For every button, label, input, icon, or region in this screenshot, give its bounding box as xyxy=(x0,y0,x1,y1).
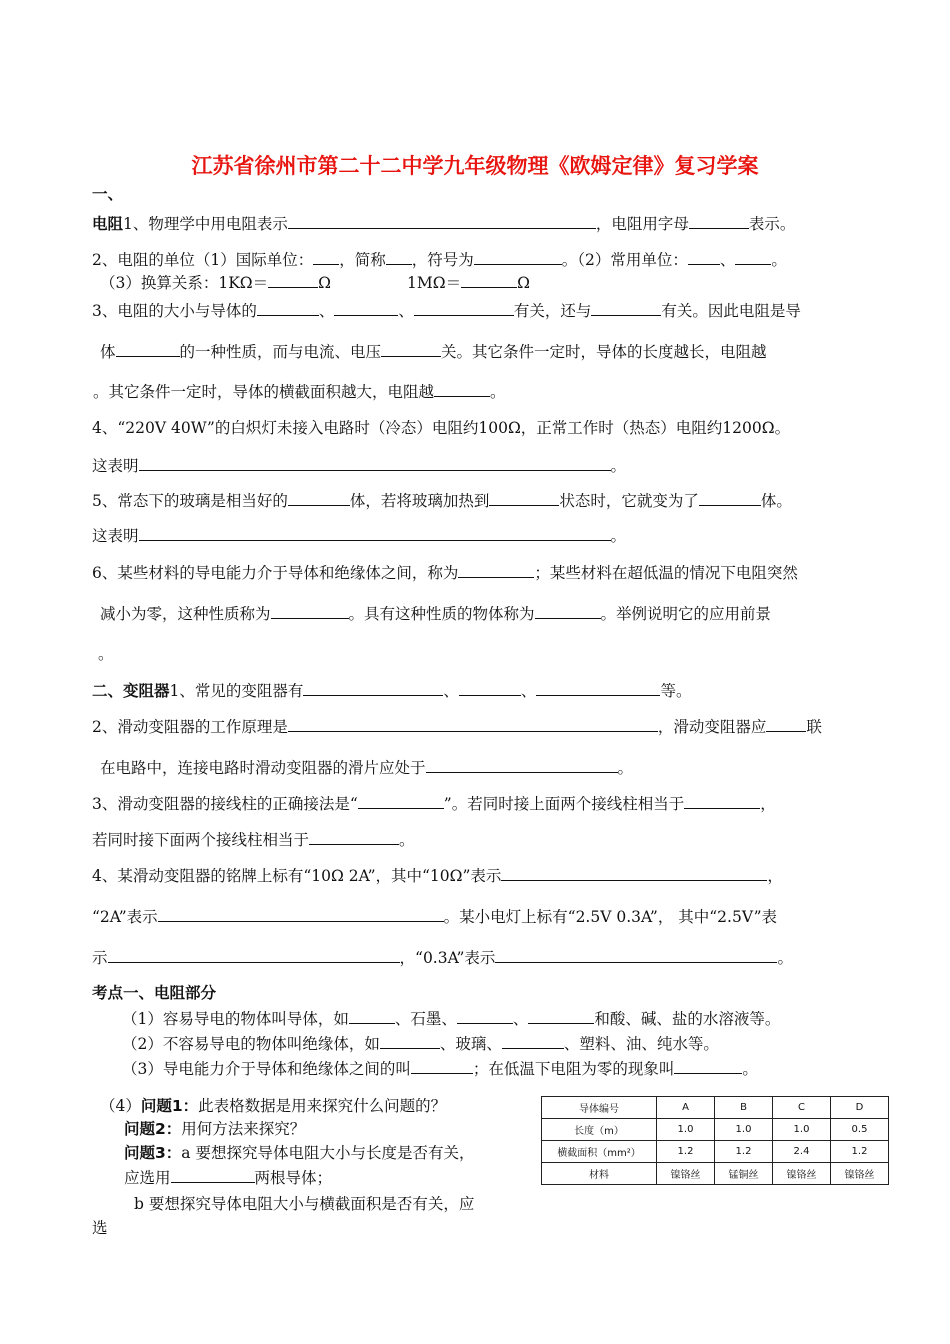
blank[interactable] xyxy=(501,865,767,881)
blank[interactable] xyxy=(257,300,319,316)
table-cell: 2.4 xyxy=(773,1141,831,1163)
blank[interactable] xyxy=(502,1033,564,1049)
table-cell: 1.2 xyxy=(831,1141,889,1163)
blank[interactable] xyxy=(309,829,399,845)
q-resistance-5: 5、常态下的玻璃是相当好的 体，若将玻璃加热到 状态时，它就变为了 体。 xyxy=(92,492,792,510)
q-resistance-2-conversion: （3）换算关系：1KΩ＝ Ω 1MΩ＝ Ω xyxy=(100,274,530,292)
table-header-cell: C xyxy=(773,1097,831,1119)
q-rheostat-2: 2、滑动变阻器的工作原理是 ，滑动变阻器应 联 xyxy=(92,718,822,736)
blank[interactable] xyxy=(474,249,562,265)
blank[interactable] xyxy=(108,947,400,963)
q-resistance-3-cont2: 。其它条件一定时，导体的横截面积越大，电阻越 。 xyxy=(93,383,506,401)
table-header-cell: B xyxy=(715,1097,773,1119)
table-row xyxy=(542,1119,889,1141)
table-header-cell: D xyxy=(831,1097,889,1119)
blank[interactable] xyxy=(271,603,349,619)
q-rheostat-3-cont: 若同时接下面两个接线柱相当于 。 xyxy=(92,831,415,849)
table-cell: 镍铬丝 xyxy=(773,1163,831,1185)
table-cell: 锰铜丝 xyxy=(715,1163,773,1185)
blank[interactable] xyxy=(766,716,806,732)
blank[interactable] xyxy=(688,249,720,265)
q-resistance-3: 3、电阻的大小与导体的 、 、 有关，还与 有关。因此电阻是导 xyxy=(92,302,801,320)
q-rheostat-4-cont: “2A”表示 。某小电灯上标有“2.5V 0.3A”， 其中“2.5V”表 xyxy=(92,908,778,926)
blank[interactable] xyxy=(461,272,517,288)
question-3-b: b 要想探究导体电阻大小与横截面积是否有关，应 xyxy=(134,1195,475,1213)
blank[interactable] xyxy=(139,525,611,541)
blank[interactable] xyxy=(528,1008,594,1024)
table-row xyxy=(542,1163,889,1185)
table-cell: 镍铬丝 xyxy=(657,1163,715,1185)
blank[interactable] xyxy=(158,906,444,922)
blank[interactable] xyxy=(171,1167,255,1183)
blank[interactable] xyxy=(535,603,601,619)
table-cell: 横截面积（mm²） xyxy=(542,1141,657,1163)
blank[interactable] xyxy=(381,341,441,357)
blank[interactable] xyxy=(536,680,660,696)
table-cell: 1.2 xyxy=(657,1141,715,1163)
table-header-cell: A xyxy=(657,1097,715,1119)
blank[interactable] xyxy=(288,490,350,506)
kp-1-item-1: （1）容易导电的物体叫导体，如 、石墨、 、 和酸、碱、盐的水溶液等。 xyxy=(122,1010,781,1028)
table-cell: 镍铬丝 xyxy=(831,1163,889,1185)
blank[interactable] xyxy=(684,793,760,809)
blank[interactable] xyxy=(414,300,514,316)
table-cell: 1.2 xyxy=(715,1141,773,1163)
question-3-choice: 应选用 两根导体； xyxy=(124,1169,333,1187)
page-title: 江苏省徐州市第二十二中学九年级物理《欧姆定律》复习学案 xyxy=(191,154,759,178)
q-rheostat-3: 3、滑动变阻器的接线柱的正确接法是“ ”。若同时接上面两个接线柱相当于 ， xyxy=(92,795,776,813)
blank[interactable] xyxy=(313,249,339,265)
question-3: 问题3：a 要想探究导体电阻大小与长度是否有关， xyxy=(124,1144,475,1162)
blank[interactable] xyxy=(674,1058,742,1074)
blank[interactable] xyxy=(349,1008,395,1024)
blank[interactable] xyxy=(288,716,658,732)
question-3-b-cont: 选 xyxy=(92,1219,108,1237)
conductor-table xyxy=(541,1096,889,1185)
question-2: 问题2：用何方法来探究？ xyxy=(124,1120,306,1138)
q-resistance-1: 电阻1、物理学中用电阻表示 ，电阻用字母 表示。 xyxy=(92,215,796,233)
blank[interactable] xyxy=(457,1008,513,1024)
section-2-label: 二、变阻器 xyxy=(92,682,170,700)
table-cell: 0.5 xyxy=(831,1119,889,1141)
q-resistance-6-cont: 减小为零，这种性质称为 。具有这种性质的物体称为 。举例说明它的应用前景 xyxy=(100,605,772,623)
blank[interactable] xyxy=(426,757,618,773)
table-header-cell: 导体编号 xyxy=(542,1097,657,1119)
kp-1-item-2: （2）不容易导电的物体叫绝缘体，如 、玻璃、 、塑料、油、纯水等。 xyxy=(122,1035,719,1053)
q-resistance-4-conclusion: 这表明 。 xyxy=(92,457,627,475)
q-resistance-6-end: 。 xyxy=(98,645,114,663)
blank[interactable] xyxy=(495,947,777,963)
q-rheostat-1: 二、变阻器1、常见的变阻器有 、 、 等。 xyxy=(92,682,692,700)
blank[interactable] xyxy=(288,213,596,229)
blank[interactable] xyxy=(334,300,398,316)
blank[interactable] xyxy=(458,562,534,578)
blank[interactable] xyxy=(303,680,443,696)
blank[interactable] xyxy=(411,1058,473,1074)
q-rheostat-4-cont2: 示 ，“0.3A”表示 。 xyxy=(92,949,793,967)
blank[interactable] xyxy=(434,381,490,397)
section-1-label: 电阻 xyxy=(92,215,124,233)
kp-1-item-3: （3）导电能力介于导体和绝缘体之间的叫 ；在低温下电阻为零的现象叫 。 xyxy=(122,1060,758,1078)
blank[interactable] xyxy=(459,680,521,696)
blank[interactable] xyxy=(380,1033,440,1049)
question-1: （4）问题1：此表格数据是用来探究什么问题的？ xyxy=(100,1097,447,1115)
kp-1-heading: 考点一、电阻部分 xyxy=(92,984,217,1002)
table-cell: 长度（m） xyxy=(542,1119,657,1141)
table-cell: 1.0 xyxy=(715,1119,773,1141)
blank[interactable] xyxy=(689,213,749,229)
table-cell: 材料 xyxy=(542,1163,657,1185)
blank[interactable] xyxy=(699,490,761,506)
blank[interactable] xyxy=(735,249,771,265)
blank[interactable] xyxy=(116,341,180,357)
q-resistance-2: 2、电阻的单位（1）国际单位： ，简称 ，符号为 。（2）常用单位： 、 。 xyxy=(92,251,787,269)
q-rheostat-2-cont: 在电路中，连接电路时滑动变阻器的滑片应处于 。 xyxy=(100,759,634,777)
blank[interactable] xyxy=(386,249,412,265)
blank[interactable] xyxy=(489,490,559,506)
q-resistance-5-conclusion: 这表明 。 xyxy=(92,527,627,545)
blank[interactable] xyxy=(358,793,444,809)
table-cell: 1.0 xyxy=(773,1119,831,1141)
section-1-number: 一、 xyxy=(92,185,124,203)
table-cell: 1.0 xyxy=(657,1119,715,1141)
q-resistance-3-cont: 体 的一种性质，而与电流、电压 关。其它条件一定时，导体的长度越长，电阻越 xyxy=(100,343,767,361)
q-rheostat-4: 4、某滑动变阻器的铭牌上标有“10Ω 2A”，其中“10Ω”表示 ， xyxy=(92,867,783,885)
blank[interactable] xyxy=(591,300,661,316)
q-resistance-6: 6、某些材料的导电能力介于导体和绝缘体之间，称为 ；某些材料在超低温的情况下电阻突然 xyxy=(92,564,798,582)
table-row xyxy=(542,1141,889,1163)
table-header-row xyxy=(542,1097,889,1119)
blank[interactable] xyxy=(139,455,611,471)
q-resistance-4: 4、“220V 40W”的白炽灯未接入电路时（冷态）电阻约100Ω，正常工作时（热态）电阻约1200Ω。 xyxy=(92,419,791,437)
blank[interactable] xyxy=(268,272,318,288)
